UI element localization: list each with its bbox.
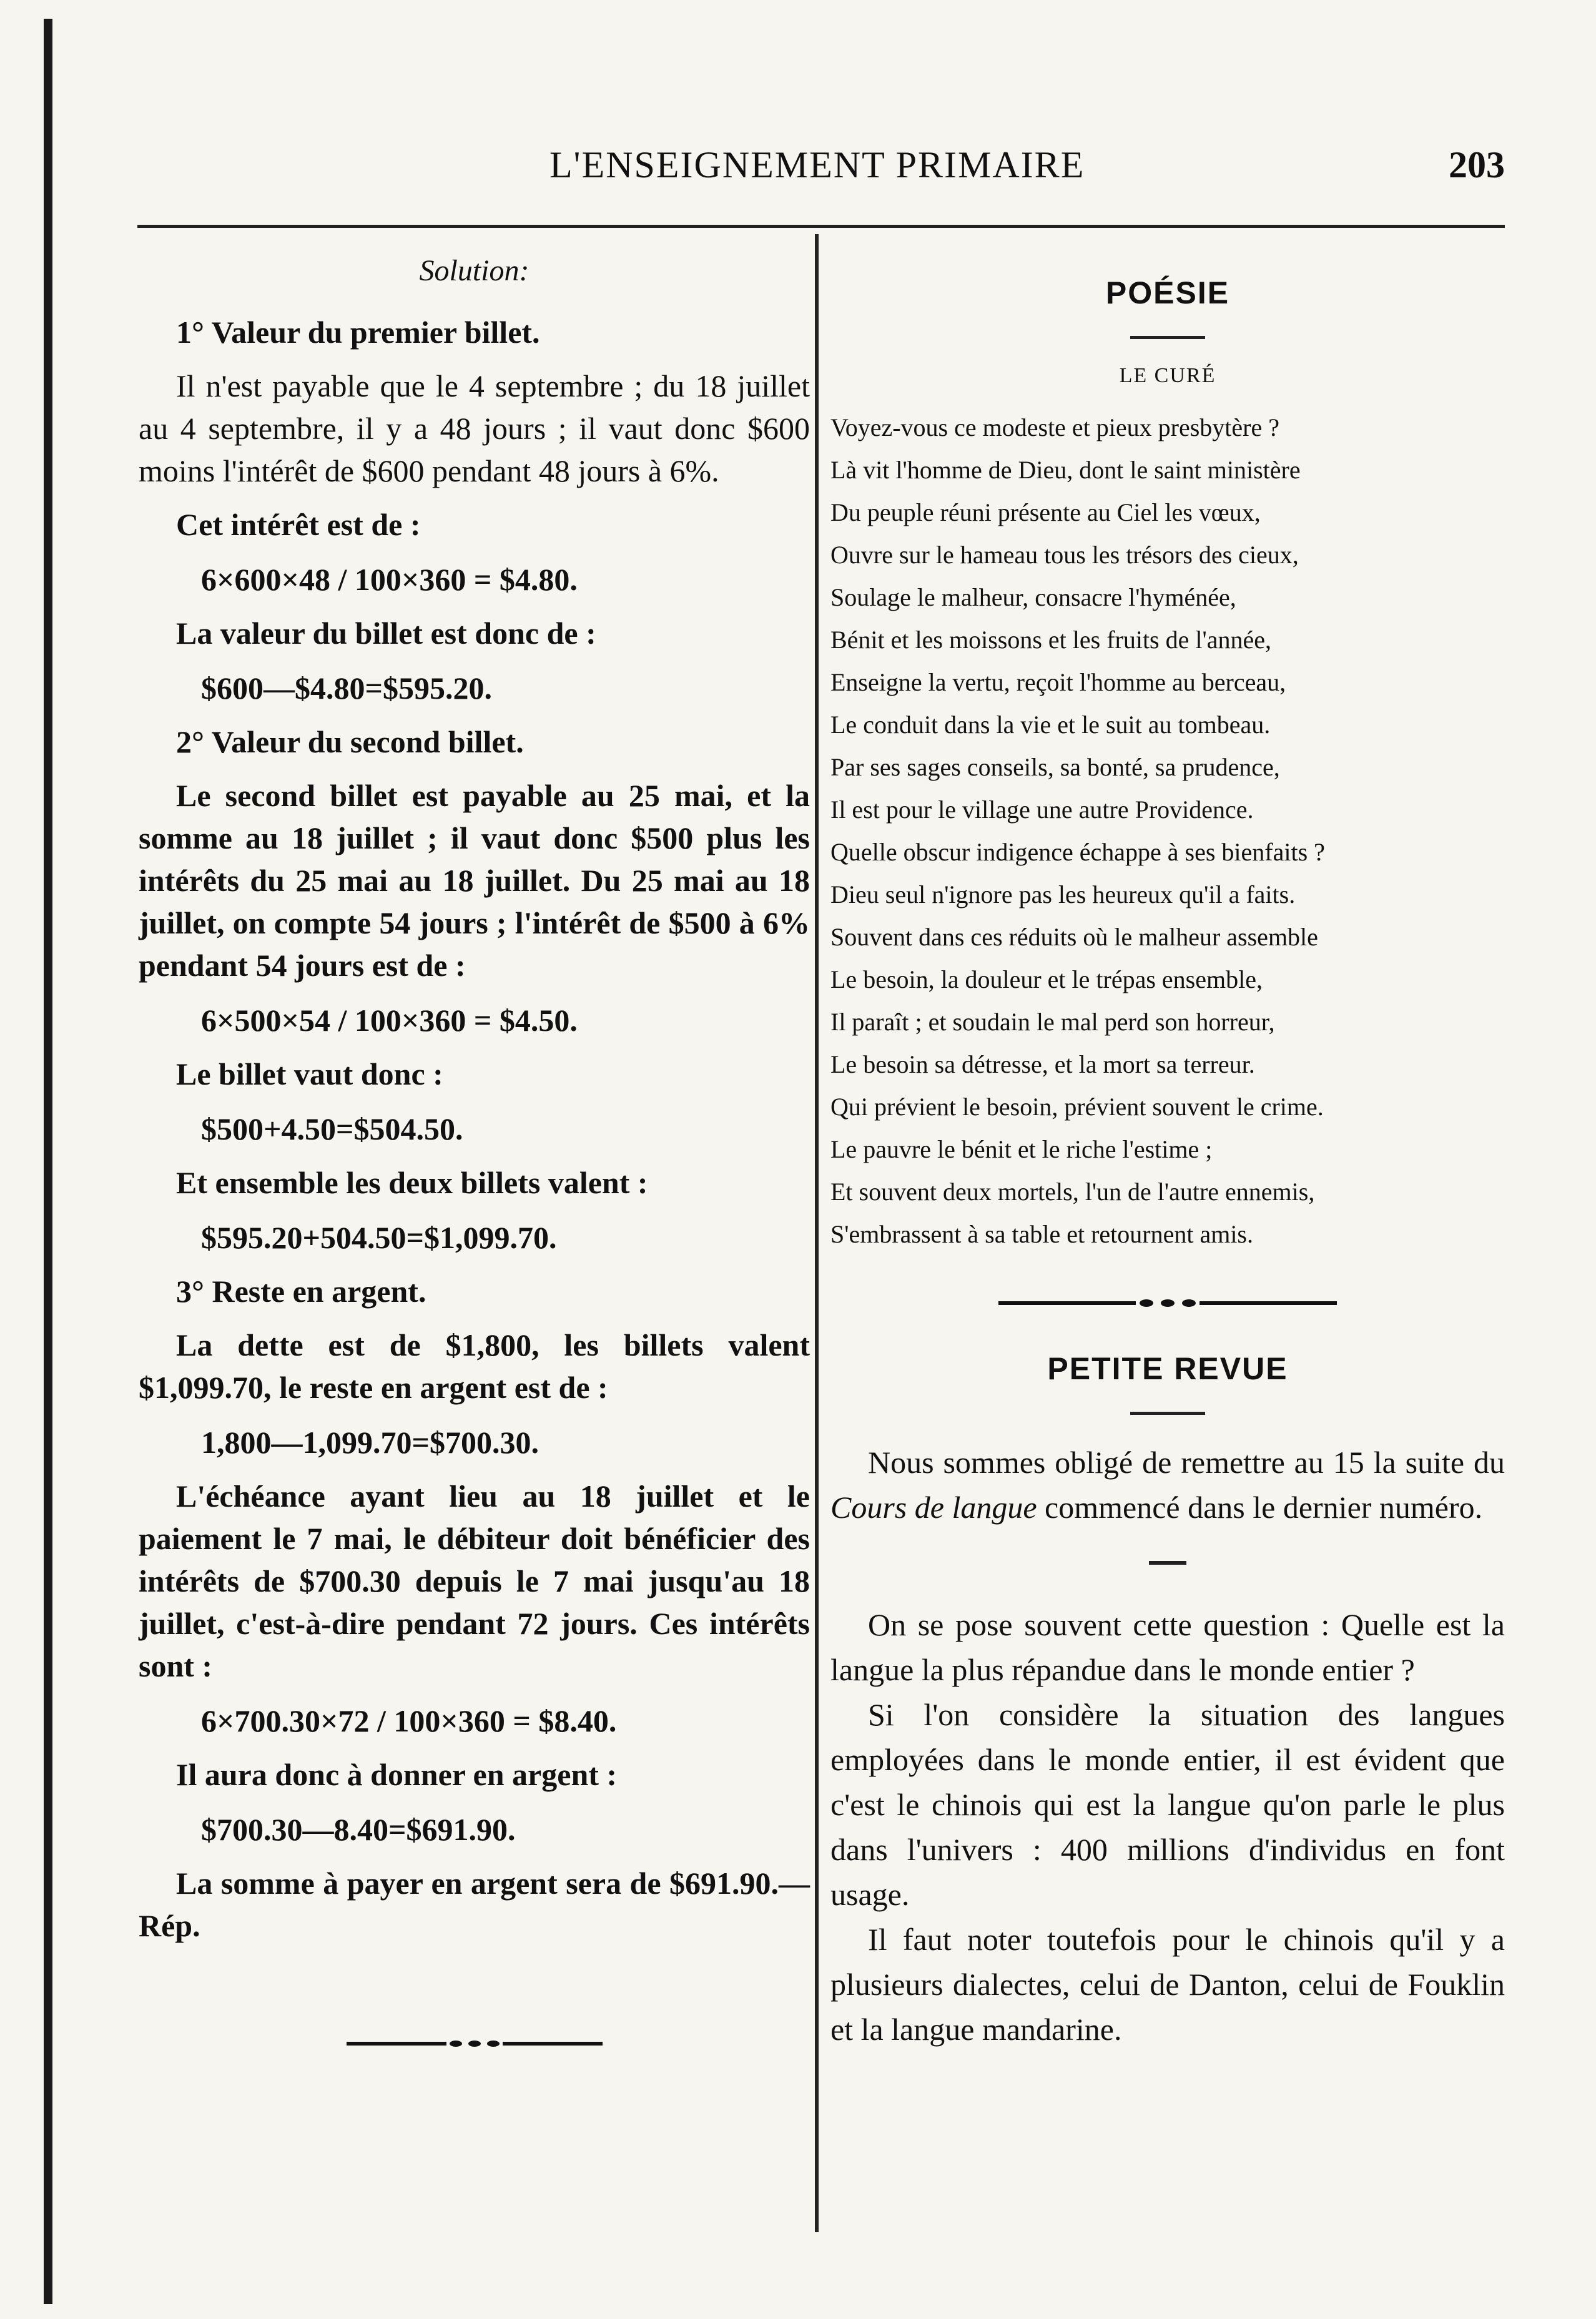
paragraph: Et ensemble les deux billets valent : <box>176 1165 648 1200</box>
poem-line: Bénit et les moissons et les fruits de l'année, <box>830 626 1271 654</box>
poem-line: Le conduit dans la vie et le suit au tombeau. <box>830 711 1271 739</box>
poem-line: Du peuple réuni présente au Ciel les vœux, <box>830 498 1261 526</box>
equation: 6×700.30×72 / 100×360 = $8.40. <box>201 1703 617 1738</box>
paragraph: L'échéance ayant lieu au 18 juillet et le paiement le 7 mai, le débiteur doit bénéficier des intérêts de $700.30 depuis le 7 mai jusqu'au 18 juillet, c'est-à-dire pendant 72 jours. Ces intérêts sont : <box>139 1479 810 1683</box>
paragraph: Il n'est payable que le 4 septembre ; du 18 juillet au 4 septembre, il y a 48 jours ; il vaut donc $600 moins l'intérêt de $600 pendant 48 jours à 6%. <box>139 368 810 488</box>
left-column <box>139 250 810 2047</box>
paragraph: Nous sommes obligé de remettre au 15 la suite du Cours de langue commencé dans le dernier numéro. <box>830 1445 1505 1525</box>
poem-line: Il paraît ; et soudain le mal perd son horreur, <box>830 1008 1275 1036</box>
divider <box>1130 336 1205 339</box>
paragraph: La somme à payer en argent sera de $691.90.—Rép. <box>139 1866 810 1943</box>
poem-line: Quelle obscur indigence échappe à ses bienfaits ? <box>830 838 1325 866</box>
equation: 1,800—1,099.70=$700.30. <box>201 1425 539 1460</box>
page-number: 203 <box>1449 144 1505 185</box>
revue-title: PETITE REVUE <box>1047 1351 1288 1386</box>
paragraph: Il aura donc à donner en argent : <box>176 1757 618 1792</box>
poem-line: Là vit l'homme de Dieu, dont le saint ministère <box>830 456 1301 484</box>
poem-line: Et souvent deux mortels, l'un de l'autre ennemis, <box>830 1178 1315 1206</box>
equation: $595.20+504.50=$1,099.70. <box>201 1220 557 1255</box>
poem-line: Par ses sages conseils, sa bonté, sa prudence, <box>830 753 1280 781</box>
equation: $700.30—8.40=$691.90. <box>201 1812 516 1847</box>
page-header <box>137 125 1505 194</box>
divider <box>1149 1561 1186 1565</box>
paragraph: La dette est de $1,800, les billets valent $1,099.70, le reste en argent est de : <box>139 1327 810 1405</box>
equation: 6×500×54 / 100×360 = $4.50. <box>201 1003 578 1038</box>
paragraph: 2° Valeur du second billet. <box>176 724 524 759</box>
paragraph: Cet intérêt est de : <box>176 507 421 542</box>
paragraph: 3° Reste en argent. <box>176 1274 426 1309</box>
solution-heading: Solution: <box>419 254 530 287</box>
poem-line: S'embrassent à sa table et retournent amis. <box>830 1220 1253 1248</box>
equation: $500+4.50=$504.50. <box>201 1111 463 1146</box>
equation: $600—$4.80=$595.20. <box>201 671 492 706</box>
poem-line: Le besoin, la douleur et le trépas ensemble, <box>830 965 1263 993</box>
section-ornament <box>139 2041 810 2047</box>
poem-line: Le besoin sa détresse, et la mort sa terreur. <box>830 1050 1255 1078</box>
header-rule <box>137 225 1505 228</box>
paragraph: La valeur du billet est donc de : <box>176 616 596 651</box>
poem-line: Souvent dans ces réduits où le malheur assemble <box>830 923 1318 951</box>
poesie-title: POÉSIE <box>1105 275 1230 310</box>
poem-title: LE CURÉ <box>1119 364 1216 387</box>
binding-edge <box>44 19 52 2304</box>
poem-line: Voyez-vous ce modeste et pieux presbytère ? <box>830 413 1280 441</box>
divider <box>1130 1412 1205 1415</box>
paragraph: 1° Valeur du premier billet. <box>176 315 540 350</box>
poem-line: Il est pour le village une autre Providence. <box>830 795 1254 824</box>
section-ornament <box>830 1299 1505 1307</box>
poem-line: Ouvre sur le hameau tous les trésors des cieux, <box>830 541 1299 569</box>
paragraph: Le billet vaut donc : <box>176 1056 443 1091</box>
poem-line: Enseigne la vertu, reçoit l'homme au berceau, <box>830 668 1286 696</box>
paragraph: Le second billet est payable au 25 mai, et la somme au 18 juillet ; il vaut donc $500 plus les intérêts du 25 mai au 18 juillet. Du 25 mai au 18 juillet, on compte 54 jours ; l'intérêt de $500 à 6% pendant 54 jours est de : <box>139 778 810 983</box>
poem-line: Dieu seul n'ignore pas les heureux qu'il a faits. <box>830 880 1296 908</box>
right-column <box>830 275 1505 2052</box>
paragraph: On se pose souvent cette question : Quelle est la langue la plus répandue dans le monde entier ? <box>830 1607 1505 1687</box>
poem-line: Le pauvre le bénit et le riche l'estime ; <box>830 1135 1213 1163</box>
equation: 6×600×48 / 100×360 = $4.80. <box>201 562 578 597</box>
poem-line: Soulage le malheur, consacre l'hyménée, <box>830 583 1236 611</box>
paragraph: Si l'on considère la situation des langues employées dans le monde entier, il est évident que c'est le chinois qui est la langue qu'on parle le plus dans l'univers : 400 millions d'individus en font usage. <box>830 1697 1505 1912</box>
column-divider <box>815 234 819 2232</box>
paragraph: Il faut noter toutefois pour le chinois qu'il y a plusieurs dialectes, celui de Danton, celui de Fouklin et la langue mandarine. <box>830 1922 1505 2047</box>
running-title: L'ENSEIGNEMENT PRIMAIRE <box>549 144 1085 185</box>
revue-text <box>830 1440 1505 2052</box>
poem-line: Qui prévient le besoin, prévient souvent le crime. <box>830 1093 1324 1121</box>
poem <box>830 406 1505 1256</box>
